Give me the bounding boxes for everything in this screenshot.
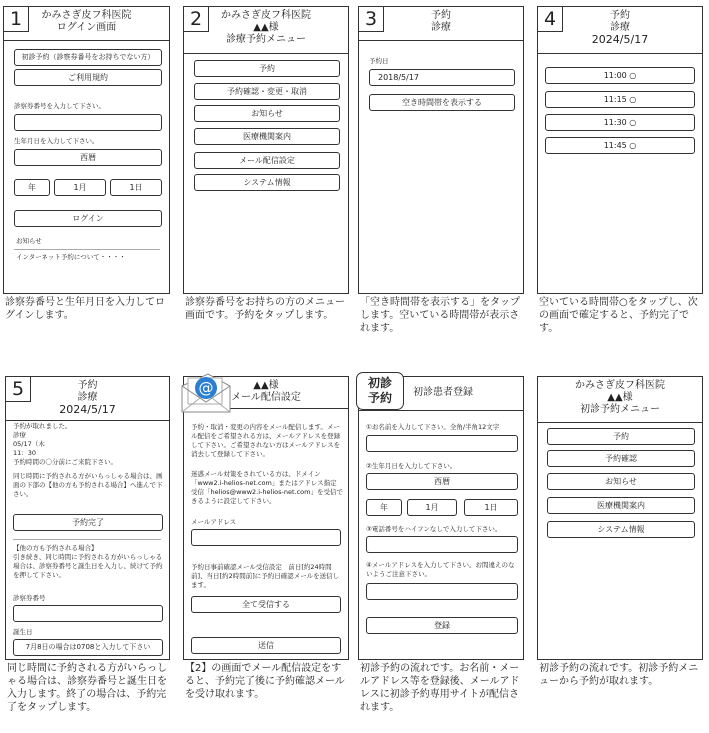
month-select[interactable]: 1月 <box>54 179 106 196</box>
card-number-label: 診察券番号 <box>13 594 46 602</box>
message-line: 予約が取れました。 <box>13 422 72 430</box>
result-message <box>13 422 163 467</box>
patient-name: ▲▲様 <box>253 380 279 391</box>
menu-system-info-button[interactable]: システム情報 <box>194 174 340 191</box>
department: 診療 <box>610 22 630 33</box>
screen-title: メール配信設定 <box>231 392 301 403</box>
panel-1-login <box>3 6 170 294</box>
time-slot-button[interactable]: 11:45 ○ <box>545 137 695 154</box>
mail-address-input[interactable] <box>191 529 341 546</box>
dob-label: 生年月日を入力して下さい。 <box>14 137 99 145</box>
receive-all-button[interactable]: 全て受信する <box>191 596 341 613</box>
menu-confirm-button[interactable]: 予約確認 <box>547 450 695 467</box>
birthday-label: 誕生日 <box>13 628 33 636</box>
screen-title: ログイン画面 <box>56 22 117 33</box>
mail-input[interactable] <box>366 583 518 600</box>
screen-title: 初診予約メニュー <box>580 404 660 415</box>
phone-label: ③電話番号をハイフンなしで入力して下さい。 <box>366 525 502 533</box>
first-visit-badge <box>356 372 404 410</box>
clinic-name: かみさぎ皮フ科医院 <box>221 10 311 21</box>
card-number-input[interactable] <box>14 114 162 131</box>
menu-reserve-button[interactable]: 予約 <box>547 428 695 445</box>
step-number: 5 <box>6 377 31 402</box>
message-line: 診療 <box>13 431 26 439</box>
selected-date: 2024/5/17 <box>59 403 116 416</box>
mail-intro: 予約・取消・変更の内容をメール配信します。メール配信をご希望される方は、メールアドレスを登録して下さい。ご希望されない方はメールアドレスを消去して登録して下さい。 <box>191 423 341 458</box>
message-line: 05/17（木 <box>13 440 45 448</box>
step-number: 2 <box>184 7 209 32</box>
message-line: 11：30 <box>13 449 37 457</box>
first-visit-button[interactable]: 初診予約（診察券番号をお持ちでない方） <box>14 49 162 66</box>
screen-title: 予約 <box>77 380 98 391</box>
step-number: 4 <box>538 7 563 32</box>
department: 診療 <box>77 392 98 403</box>
department: 診療 <box>431 22 451 33</box>
spam-filter-note: 迷惑メール対策をされている方は、ドメイン「www2.i-helios-net.com」またはアドレス指定受信「helios@www2.i-helios-net.com」を受信できるように設定して下さい。 <box>191 470 343 505</box>
menu-reserve-button[interactable]: 予約 <box>194 60 340 77</box>
birthday-input[interactable]: 7月8日の場合は0708と入力して下さい <box>13 639 163 656</box>
notice-heading: お知らせ <box>16 237 42 245</box>
menu-mail-settings-button[interactable]: メール配信設定 <box>194 152 340 169</box>
patient-name: ▲▲様 <box>253 22 279 33</box>
divider <box>13 539 161 540</box>
screen-title: 予約 <box>431 10 451 21</box>
mail-envelope-icon <box>178 372 234 416</box>
mail-address-label: メールアドレス <box>191 518 237 526</box>
panel-2-menu <box>183 6 349 294</box>
panel-7-first-visit-register <box>358 376 524 660</box>
panel-6-mail-settings <box>183 376 349 660</box>
panel-5-complete <box>5 376 170 660</box>
year-select[interactable]: 年 <box>366 499 402 516</box>
caption-8: 初診予約の流れです。初診予約メニューから予約が取れます。 <box>539 663 699 687</box>
send-button[interactable]: 送信 <box>191 637 341 654</box>
time-slot-button[interactable]: 11:30 ○ <box>545 114 695 131</box>
selected-date: 2024/5/17 <box>591 33 649 46</box>
time-slot-button[interactable]: 11:15 ○ <box>545 91 695 108</box>
reminder-settings-text: 予約日事前確認メール受信設定 前日[約24時間前]、当日[約2時間前]に予約日確認メールを送信します。 <box>191 563 340 589</box>
step-number: 1 <box>4 7 29 32</box>
card-number-input[interactable] <box>13 605 163 622</box>
caption-1: 診察券番号と生年月日を入力してログインします。 <box>5 297 165 321</box>
notice-item[interactable]: インターネット予約について・・・・ <box>16 253 126 261</box>
panel-4-slots <box>537 6 703 294</box>
login-button[interactable]: ログイン <box>14 210 162 227</box>
menu-system-info-button[interactable]: システム情報 <box>547 521 695 538</box>
menu-notice-button[interactable]: お知らせ <box>194 105 340 122</box>
mail-label: ④メールアドレスを入力して下さい。お間違えのないようご注意下さい。 <box>366 561 515 578</box>
menu-clinic-info-button[interactable]: 医療機関案内 <box>547 497 695 514</box>
step-number: 3 <box>359 7 384 32</box>
menu-clinic-info-button[interactable]: 医療機関案内 <box>194 128 340 145</box>
screen-title: 初診患者登録 <box>413 387 473 398</box>
date-input[interactable]: 2018/5/17 <box>369 69 515 86</box>
name-label: ①お名前を入力して下さい。全角/半角12文字 <box>366 423 500 431</box>
month-select[interactable]: 1月 <box>407 499 457 516</box>
phone-input[interactable] <box>366 536 518 553</box>
divider <box>14 249 160 250</box>
register-button[interactable]: 登録 <box>366 617 518 634</box>
era-select[interactable]: 西暦 <box>14 149 162 166</box>
caption-5: 同じ時間に予約される方がいらっしゃる場合は、診察券番号と誕生日を入力します。終了の場合は、予約完了をタップします。 <box>7 663 167 713</box>
screen-title: 予約 <box>610 10 630 21</box>
day-select[interactable]: 1日 <box>464 499 518 516</box>
card-number-label: 診察券番号を入力して下さい。 <box>14 102 105 110</box>
panel-8-first-visit-menu <box>537 376 703 660</box>
terms-button[interactable]: ご利用規約 <box>14 69 162 86</box>
panel-8-header <box>538 377 702 423</box>
others-instructions: 引き続き、同じ時間に予約される方がいらっしゃる場合は、診察券番号と誕生日を入力し、続けて予約を押して下さい。 <box>13 553 163 579</box>
message-line: 予約時間の〇分前にご来院下さい。 <box>13 458 117 466</box>
day-select[interactable]: 1日 <box>110 179 162 196</box>
caption-4: 空いている時間帯○をタップし、次の画面で確定すると、予約完了です。 <box>539 297 698 334</box>
caption-7: 初診予約の流れです。お名前・メールアドレス等を登録後、メールアドレスに初診予約専用サイトが配信されます。 <box>360 663 520 713</box>
clinic-name: かみさぎ皮フ科医院 <box>575 380 665 391</box>
dob-label: ②生年月日を入力して下さい。 <box>366 462 457 470</box>
svg-text:@: @ <box>198 379 214 397</box>
others-guidance: 同じ時間に予約される方がいらっしゃる場合は、画面の下部の【他の方も予約される場合】へ進んで下さい。 <box>13 472 163 498</box>
clinic-name: かみさぎ皮フ科医院 <box>41 10 132 21</box>
menu-confirm-change-cancel-button[interactable]: 予約確認・変更・取消 <box>194 83 340 100</box>
screen-title: 診療予約メニュー <box>226 34 306 45</box>
name-input[interactable] <box>366 435 518 452</box>
menu-notice-button[interactable]: お知らせ <box>547 473 695 490</box>
panel-3-date <box>358 6 524 294</box>
badge-line: 初診 <box>367 376 392 390</box>
caption-3: 「空き時間帯を表示する」をタップします。空いている時間帯が表示されます。 <box>360 297 520 334</box>
reservation-complete-button[interactable]: 予約完了 <box>13 514 163 531</box>
patient-name: ▲▲様 <box>607 392 633 403</box>
caption-2: 診察券番号をお持ちの方のメニュー画面です。予約をタップします。 <box>185 297 345 321</box>
time-slot-button[interactable]: 11:00 ○ <box>545 67 695 84</box>
caption-6: 【2】の画面でメール配信設定をすると、予約完了後に予約確認メールを受け取れます。 <box>185 663 345 700</box>
badge-line: 予約 <box>367 391 392 405</box>
year-select[interactable]: 年 <box>14 179 50 196</box>
show-available-times-button[interactable]: 空き時間帯を表示する <box>369 94 515 111</box>
era-select[interactable]: 西暦 <box>366 473 518 490</box>
date-label: 予約日 <box>369 57 389 65</box>
others-heading: 【他の方も予約される場合】 <box>13 544 98 552</box>
